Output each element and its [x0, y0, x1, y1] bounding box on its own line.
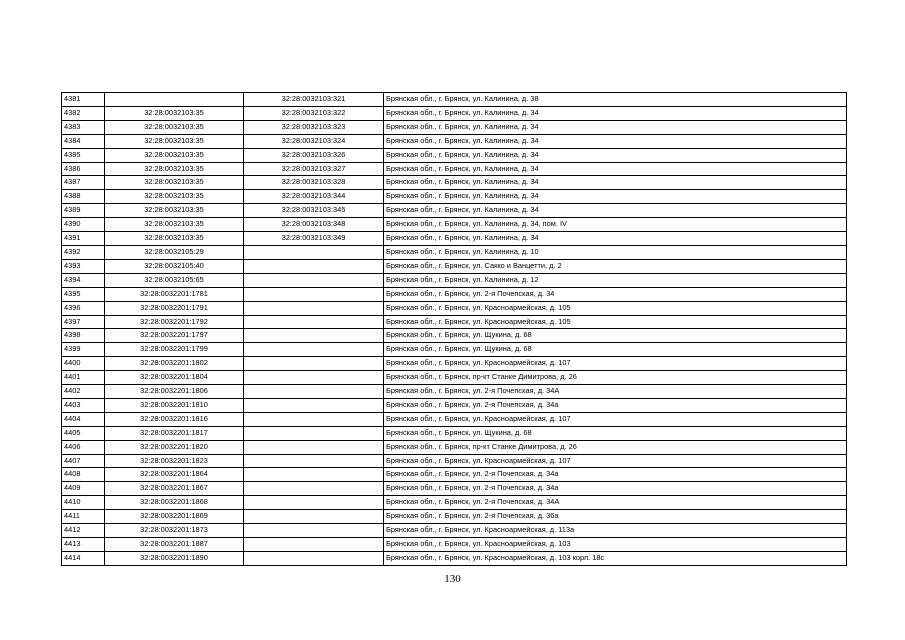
address-cell: Брянская обл., г. Брянск, ул. Калинина, д. 34	[384, 232, 847, 246]
row-number-cell: 4393	[62, 259, 105, 273]
row-number-cell: 4392	[62, 245, 105, 259]
table-row	[62, 538, 847, 552]
table-row	[62, 176, 847, 190]
cadastral-number-cell	[244, 426, 384, 440]
cadastral-number-cell: 32:28:0032103:328	[244, 176, 384, 190]
table-row	[62, 440, 847, 454]
row-number-cell: 4399	[62, 343, 105, 357]
address-cell: Брянская обл., г. Брянск, ул. 2-я Почепская, д. 34А	[384, 496, 847, 510]
address-cell: Брянская обл., г. Брянск, ул. Калинина, д. 34	[384, 134, 847, 148]
parent-cadastral-cell: 32:28:0032105:65	[105, 273, 244, 287]
row-number-cell: 4389	[62, 204, 105, 218]
cadastral-number-cell	[244, 440, 384, 454]
cadastral-number-cell	[244, 287, 384, 301]
table-row	[62, 454, 847, 468]
table-row	[62, 134, 847, 148]
parent-cadastral-cell: 32:28:0032201:1799	[105, 343, 244, 357]
row-number-cell: 4381	[62, 93, 105, 107]
parent-cadastral-cell: 32:28:0032103:35	[105, 120, 244, 134]
address-cell: Брянская обл., г. Брянск, ул. 2-я Почепская, д. 36а	[384, 510, 847, 524]
parent-cadastral-cell: 32:28:0032103:35	[105, 162, 244, 176]
cadastral-number-cell: 32:28:0032103:326	[244, 148, 384, 162]
cadastral-number-cell: 32:28:0032103:324	[244, 134, 384, 148]
cadastral-number-cell	[244, 273, 384, 287]
cadastral-number-cell	[244, 371, 384, 385]
cadastral-number-cell: 32:28:0032103:323	[244, 120, 384, 134]
address-cell: Брянская обл., г. Брянск, ул. Красноармейская, д. 105	[384, 301, 847, 315]
parent-cadastral-cell: 32:28:0032103:35	[105, 232, 244, 246]
cadastral-number-cell: 32:28:0032103:321	[244, 93, 384, 107]
cadastral-number-cell	[244, 496, 384, 510]
address-cell: Брянская обл., г. Брянск, ул. Калинина, д. 12	[384, 273, 847, 287]
address-cell: Брянская обл., г. Брянск, ул. Красноармейская, д. 105	[384, 315, 847, 329]
address-cell: Брянская обл., г. Брянск, ул. Красноармейская, д. 113а	[384, 524, 847, 538]
parent-cadastral-cell: 32:28:0032201:1823	[105, 454, 244, 468]
address-cell: Брянская обл., г. Брянск, ул. Калинина, д. 34	[384, 120, 847, 134]
address-cell: Брянская обл., г. Брянск, ул. 2-я Почепская, д. 34а	[384, 398, 847, 412]
registry-table	[61, 92, 847, 566]
parent-cadastral-cell: 32:28:0032201:1820	[105, 440, 244, 454]
table-row	[62, 301, 847, 315]
cadastral-number-cell	[244, 468, 384, 482]
row-number-cell: 4390	[62, 218, 105, 232]
table-row	[62, 162, 847, 176]
row-number-cell: 4386	[62, 162, 105, 176]
cadastral-number-cell	[244, 538, 384, 552]
table-row	[62, 273, 847, 287]
address-cell: Брянская обл., г. Брянск, ул. Калинина, д. 34	[384, 176, 847, 190]
address-cell: Брянская обл., г. Брянск, ул. Красноармейская, д. 107	[384, 454, 847, 468]
table-row	[62, 93, 847, 107]
table-row	[62, 524, 847, 538]
address-cell: Брянская обл., г. Брянск, ул. 2-я Почепская, д. 34а	[384, 468, 847, 482]
row-number-cell: 4401	[62, 371, 105, 385]
parent-cadastral-cell: 32:28:0032201:1781	[105, 287, 244, 301]
cadastral-number-cell	[244, 315, 384, 329]
parent-cadastral-cell: 32:28:0032103:35	[105, 148, 244, 162]
parent-cadastral-cell: 32:28:0032201:1890	[105, 551, 244, 565]
parent-cadastral-cell: 32:28:0032201:1792	[105, 315, 244, 329]
cadastral-number-cell: 32:28:0032103:349	[244, 232, 384, 246]
row-number-cell: 4395	[62, 287, 105, 301]
parent-cadastral-cell: 32:28:0032201:1791	[105, 301, 244, 315]
parent-cadastral-cell: 32:28:0032201:1864	[105, 468, 244, 482]
address-cell: Брянская обл., г. Брянск, ул. Калинина, д. 34	[384, 204, 847, 218]
address-cell: Брянская обл., г. Брянск, ул. Калинина, д. 34	[384, 148, 847, 162]
row-number-cell: 4408	[62, 468, 105, 482]
address-cell: Брянская обл., г. Брянск, ул. Сакко и Ванцетти, д. 2	[384, 259, 847, 273]
address-cell: Брянская обл., г. Брянск, пр-кт Станке Димитрова, д. 26	[384, 440, 847, 454]
parent-cadastral-cell: 32:28:0032201:1810	[105, 398, 244, 412]
address-cell: Брянская обл., г. Брянск, ул. Калинина, д. 34	[384, 190, 847, 204]
table-row	[62, 357, 847, 371]
row-number-cell: 4388	[62, 190, 105, 204]
table-row	[62, 259, 847, 273]
parent-cadastral-cell: 32:28:0032103:35	[105, 134, 244, 148]
cadastral-number-cell	[244, 398, 384, 412]
table-row	[62, 551, 847, 565]
table-row	[62, 315, 847, 329]
table-row	[62, 496, 847, 510]
parent-cadastral-cell: 32:28:0032201:1887	[105, 538, 244, 552]
table-row	[62, 482, 847, 496]
address-cell: Брянская обл., г. Брянск, ул. Калинина, д. 34, пом. IV	[384, 218, 847, 232]
table-row	[62, 190, 847, 204]
parent-cadastral-cell: 32:28:0032201:1806	[105, 385, 244, 399]
parent-cadastral-cell: 32:28:0032105:40	[105, 259, 244, 273]
table-row	[62, 412, 847, 426]
address-cell: Брянская обл., г. Брянск, ул. 2-я Почепская, д. 34а	[384, 482, 847, 496]
address-cell: Брянская обл., г. Брянск, ул. Калинина, д. 34	[384, 162, 847, 176]
row-number-cell: 4403	[62, 398, 105, 412]
parent-cadastral-cell: 32:28:0032103:35	[105, 190, 244, 204]
table-row	[62, 148, 847, 162]
row-number-cell: 4383	[62, 120, 105, 134]
parent-cadastral-cell	[105, 93, 244, 107]
address-cell: Брянская обл., г. Брянск, ул. Калинина, д. 38	[384, 93, 847, 107]
row-number-cell: 4387	[62, 176, 105, 190]
row-number-cell: 4385	[62, 148, 105, 162]
parent-cadastral-cell: 32:28:0032103:35	[105, 218, 244, 232]
cadastral-number-cell	[244, 454, 384, 468]
parent-cadastral-cell: 32:28:0032105:29	[105, 245, 244, 259]
row-number-cell: 4405	[62, 426, 105, 440]
table-row	[62, 287, 847, 301]
address-cell: Брянская обл., г. Брянск, ул. 2-я Почепская, д. 34А	[384, 385, 847, 399]
table-row	[62, 232, 847, 246]
cadastral-number-cell	[244, 301, 384, 315]
row-number-cell: 4382	[62, 106, 105, 120]
cadastral-number-cell: 32:28:0032103:348	[244, 218, 384, 232]
parent-cadastral-cell: 32:28:0032201:1804	[105, 371, 244, 385]
row-number-cell: 4412	[62, 524, 105, 538]
table-row	[62, 245, 847, 259]
address-cell: Брянская обл., г. Брянск, пр-кт Станке Димитрова, д. 26	[384, 371, 847, 385]
parent-cadastral-cell: 32:28:0032201:1867	[105, 482, 244, 496]
cadastral-number-cell	[244, 482, 384, 496]
address-cell: Брянская обл., г. Брянск, ул. 2-я Почепская, д. 34	[384, 287, 847, 301]
address-cell: Брянская обл., г. Брянск, ул. Красноармейская, д. 107	[384, 357, 847, 371]
parent-cadastral-cell: 32:28:0032201:1869	[105, 510, 244, 524]
row-number-cell: 4394	[62, 273, 105, 287]
row-number-cell: 4398	[62, 329, 105, 343]
cadastral-number-cell	[244, 259, 384, 273]
table-row	[62, 426, 847, 440]
address-cell: Брянская обл., г. Брянск, ул. Красноармейская, д. 103 корп. 18с	[384, 551, 847, 565]
address-cell: Брянская обл., г. Брянск, ул. Калинина, д. 34	[384, 106, 847, 120]
parent-cadastral-cell: 32:28:0032201:1868	[105, 496, 244, 510]
cadastral-number-cell	[244, 510, 384, 524]
table-row	[62, 218, 847, 232]
cadastral-number-cell	[244, 329, 384, 343]
row-number-cell: 4409	[62, 482, 105, 496]
cadastral-number-cell	[244, 245, 384, 259]
table-row	[62, 343, 847, 357]
page-number: 130	[444, 573, 461, 585]
row-number-cell: 4396	[62, 301, 105, 315]
row-number-cell: 4407	[62, 454, 105, 468]
address-cell: Брянская обл., г. Брянск, ул. Красноармейская, д. 103	[384, 538, 847, 552]
cadastral-number-cell: 32:28:0032103:344	[244, 190, 384, 204]
address-cell: Брянская обл., г. Брянск, ул. Щукина, д. 68	[384, 329, 847, 343]
table-row	[62, 385, 847, 399]
row-number-cell: 4397	[62, 315, 105, 329]
row-number-cell: 4413	[62, 538, 105, 552]
table-row	[62, 204, 847, 218]
parent-cadastral-cell: 32:28:0032201:1873	[105, 524, 244, 538]
table-row	[62, 510, 847, 524]
row-number-cell: 4411	[62, 510, 105, 524]
row-number-cell: 4402	[62, 385, 105, 399]
cadastral-number-cell: 32:28:0032103:327	[244, 162, 384, 176]
parent-cadastral-cell: 32:28:0032103:35	[105, 176, 244, 190]
cadastral-number-cell: 32:28:0032103:345	[244, 204, 384, 218]
parent-cadastral-cell: 32:28:0032103:35	[105, 106, 244, 120]
table-row	[62, 329, 847, 343]
address-cell: Брянская обл., г. Брянск, ул. Щукина, д. 68	[384, 426, 847, 440]
row-number-cell: 4391	[62, 232, 105, 246]
parent-cadastral-cell: 32:28:0032201:1802	[105, 357, 244, 371]
parent-cadastral-cell: 32:28:0032103:35	[105, 204, 244, 218]
row-number-cell: 4384	[62, 134, 105, 148]
address-cell: Брянская обл., г. Брянск, ул. Калинина, д. 10	[384, 245, 847, 259]
row-number-cell: 4410	[62, 496, 105, 510]
cadastral-number-cell	[244, 551, 384, 565]
parent-cadastral-cell: 32:28:0032201:1816	[105, 412, 244, 426]
table-row	[62, 106, 847, 120]
table-row	[62, 371, 847, 385]
cadastral-number-cell	[244, 412, 384, 426]
row-number-cell: 4404	[62, 412, 105, 426]
table-row	[62, 398, 847, 412]
row-number-cell: 4400	[62, 357, 105, 371]
cadastral-number-cell	[244, 357, 384, 371]
row-number-cell: 4406	[62, 440, 105, 454]
parent-cadastral-cell: 32:28:0032201:1817	[105, 426, 244, 440]
registry-table-body	[62, 93, 847, 566]
cadastral-number-cell	[244, 343, 384, 357]
cadastral-number-cell: 32:28:0032103:322	[244, 106, 384, 120]
cadastral-number-cell	[244, 524, 384, 538]
address-cell: Брянская обл., г. Брянск, ул. Красноармейская, д. 107	[384, 412, 847, 426]
table-row	[62, 468, 847, 482]
row-number-cell: 4414	[62, 551, 105, 565]
parent-cadastral-cell: 32:28:0032201:1797	[105, 329, 244, 343]
table-row	[62, 120, 847, 134]
cadastral-number-cell	[244, 385, 384, 399]
address-cell: Брянская обл., г. Брянск, ул. Щукина, д. 68	[384, 343, 847, 357]
